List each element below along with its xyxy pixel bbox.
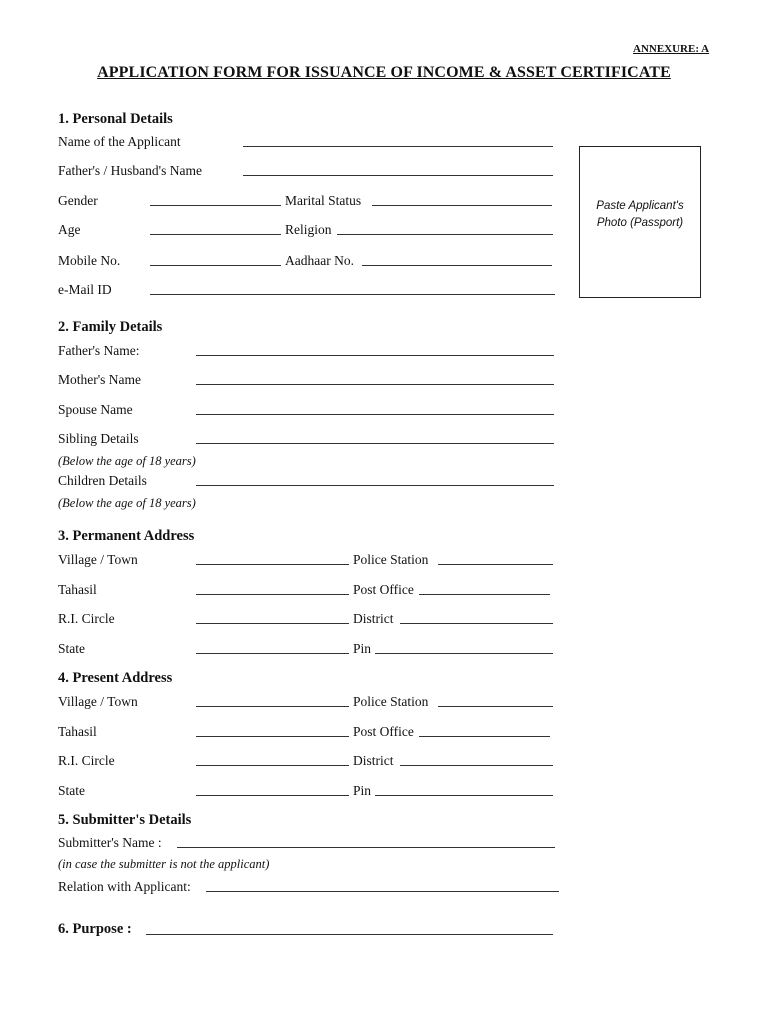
label-relation: Relation with Applicant:	[58, 879, 191, 894]
label-marital-status: Marital Status	[285, 193, 362, 208]
label-pres-district: District	[353, 753, 394, 768]
field-perm-tahasil[interactable]	[196, 594, 349, 595]
field-applicant-name[interactable]	[243, 146, 553, 147]
label-submitter-name: Submitter's Name :	[58, 835, 162, 850]
label-father-husband-name: Father's / Husband's Name	[58, 163, 202, 178]
field-children-details[interactable]	[196, 485, 554, 486]
label-pres-police: Police Station	[353, 694, 429, 709]
label-mother-name: Mother's Name	[58, 372, 142, 387]
field-pres-tahasil[interactable]	[196, 736, 349, 737]
label-children-details: Children Details	[58, 473, 147, 488]
section-personal-heading: 1. Personal Details	[58, 111, 173, 127]
note-children-age: (Below the age of 18 years)	[58, 496, 196, 510]
photo-box	[579, 146, 701, 298]
field-perm-village[interactable]	[196, 564, 349, 565]
field-sibling-details[interactable]	[196, 443, 554, 444]
field-gender[interactable]	[150, 205, 281, 206]
field-pres-pin[interactable]	[375, 795, 553, 796]
note-submitter: (in case the submitter is not the applicant)	[58, 857, 270, 871]
label-pres-pin: Pin	[353, 783, 372, 798]
label-sibling-details: Sibling Details	[58, 431, 139, 446]
field-father-name[interactable]	[196, 355, 554, 356]
label-perm-ri: R.I. Circle	[58, 611, 115, 626]
label-applicant-name: Name of the Applicant	[58, 134, 181, 149]
label-email: e-Mail ID	[58, 282, 112, 297]
field-aadhaar[interactable]	[362, 265, 552, 266]
section-submitter-heading: 5. Submitter's Details	[58, 812, 192, 828]
field-pres-ri[interactable]	[196, 765, 349, 766]
field-pres-post[interactable]	[419, 736, 550, 737]
field-relation[interactable]	[206, 891, 559, 892]
section-present-heading: 4. Present Address	[58, 670, 173, 686]
label-perm-police: Police Station	[353, 552, 429, 567]
label-father-name: Father's Name:	[58, 343, 140, 358]
field-pres-district[interactable]	[400, 765, 553, 766]
photo-caption-line1: Paste Applicant's	[596, 200, 684, 212]
field-email[interactable]	[150, 294, 555, 295]
field-pres-village[interactable]	[196, 706, 349, 707]
section-family-heading: 2. Family Details	[58, 319, 163, 335]
note-sibling-age: (Below the age of 18 years)	[58, 454, 196, 468]
label-perm-district: District	[353, 611, 394, 626]
field-submitter-name[interactable]	[177, 847, 555, 848]
field-perm-state[interactable]	[196, 653, 349, 654]
label-pres-tahasil: Tahasil	[58, 724, 97, 739]
field-perm-police[interactable]	[438, 564, 553, 565]
field-pres-police[interactable]	[438, 706, 553, 707]
label-perm-post: Post Office	[353, 582, 414, 597]
photo-box-caption	[580, 198, 700, 232]
field-perm-pin[interactable]	[375, 653, 553, 654]
label-perm-village: Village / Town	[58, 552, 138, 567]
field-mother-name[interactable]	[196, 384, 554, 385]
label-religion: Religion	[285, 222, 332, 237]
label-pres-post: Post Office	[353, 724, 414, 739]
label-perm-state: State	[58, 641, 85, 656]
label-perm-tahasil: Tahasil	[58, 582, 97, 597]
field-pres-state[interactable]	[196, 795, 349, 796]
label-pres-state: State	[58, 783, 85, 798]
field-spouse-name[interactable]	[196, 414, 554, 415]
label-aadhaar: Aadhaar No.	[285, 253, 354, 268]
field-mobile[interactable]	[150, 265, 281, 266]
label-age: Age	[58, 222, 81, 237]
field-marital-status[interactable]	[372, 205, 552, 206]
field-purpose[interactable]	[146, 934, 553, 935]
field-religion[interactable]	[337, 234, 553, 235]
section-purpose-heading: 6. Purpose :	[58, 921, 132, 937]
field-age[interactable]	[150, 234, 281, 235]
label-pres-village: Village / Town	[58, 694, 138, 709]
field-perm-ri[interactable]	[196, 623, 349, 624]
label-gender: Gender	[58, 193, 98, 208]
form-title: APPLICATION FORM FOR ISSUANCE OF INCOME & ASSET CERTIFICATE	[97, 64, 671, 81]
label-mobile: Mobile No.	[58, 253, 121, 268]
photo-caption-line2: Photo (Passport)	[596, 217, 684, 229]
field-perm-district[interactable]	[400, 623, 553, 624]
field-perm-post[interactable]	[419, 594, 550, 595]
annexure-label: ANNEXURE: A	[633, 43, 710, 55]
label-spouse-name: Spouse Name	[58, 402, 133, 417]
field-father-husband-name[interactable]	[243, 175, 553, 176]
label-perm-pin: Pin	[353, 641, 372, 656]
label-pres-ri: R.I. Circle	[58, 753, 115, 768]
section-permanent-heading: 3. Permanent Address	[58, 528, 195, 544]
